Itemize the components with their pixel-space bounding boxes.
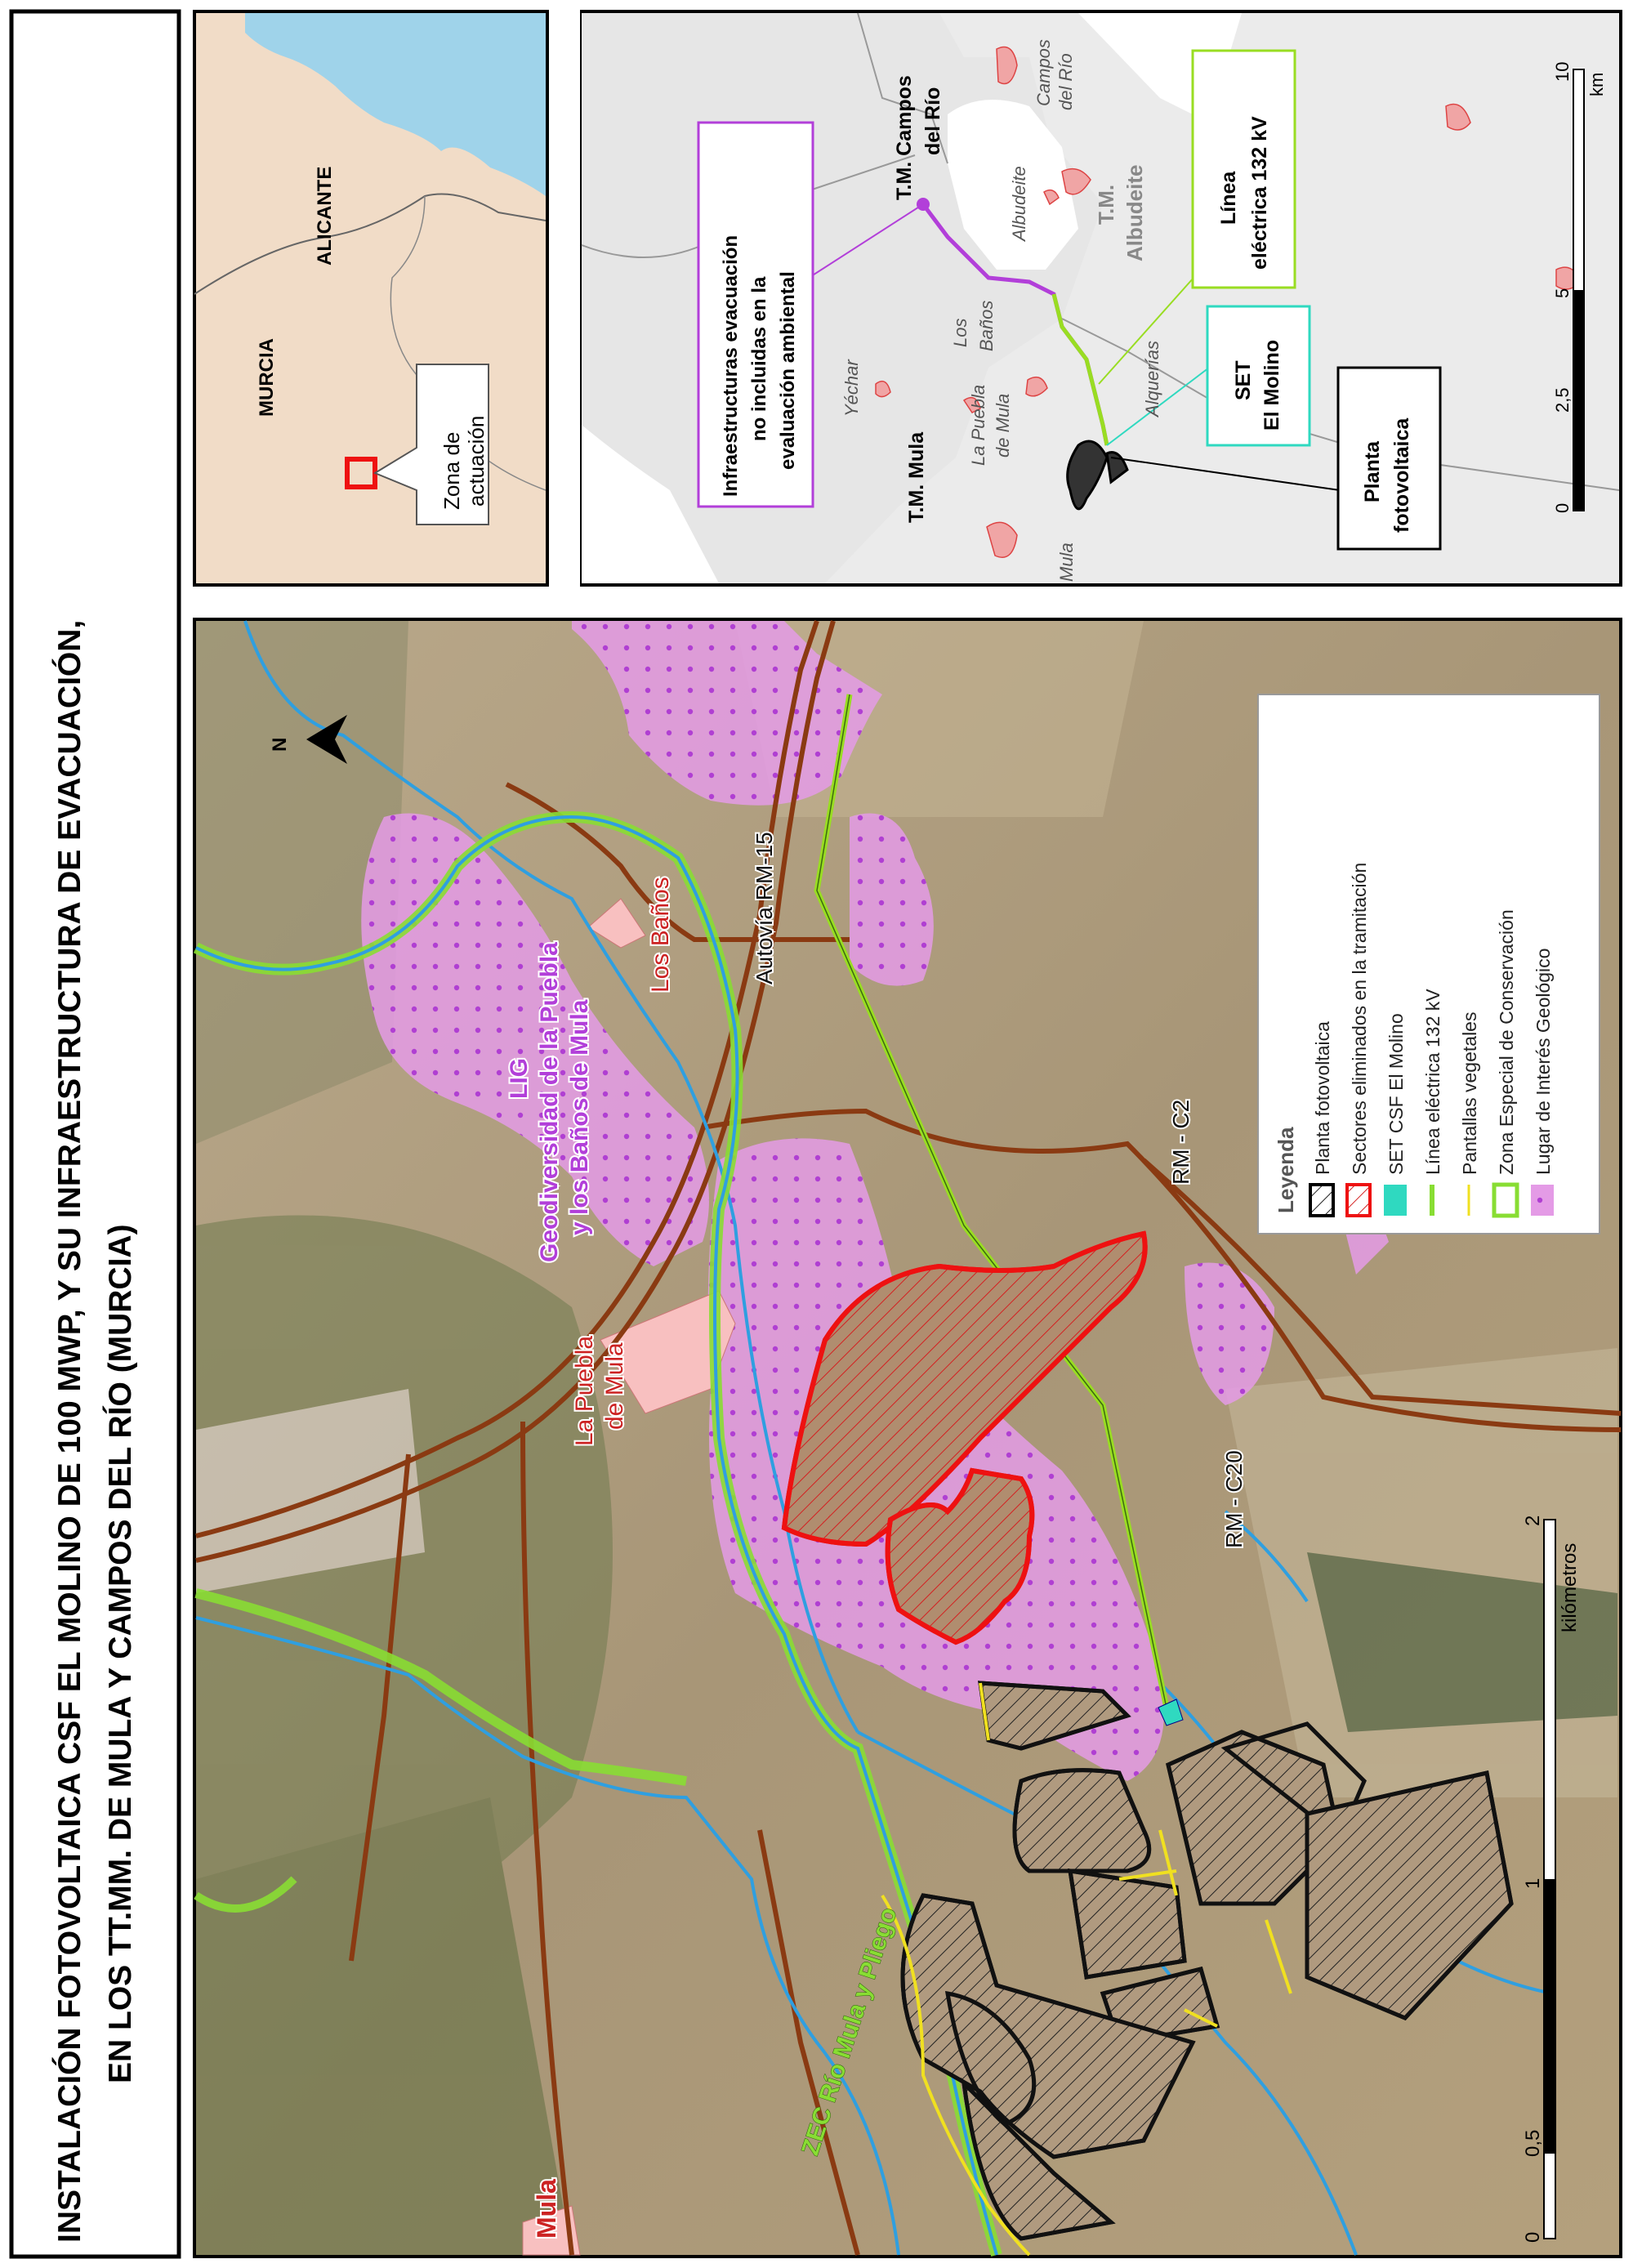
rmc20-label: RM - C20: [1221, 1450, 1247, 1548]
planta-callout: [1338, 368, 1440, 549]
main-map: [194, 619, 1621, 2257]
scale-unit: km: [1586, 72, 1607, 96]
legend-label: Línea eléctrica 132 kV: [1422, 989, 1443, 1175]
los-banos-label: Los Baños: [647, 877, 674, 993]
legend-item: [1384, 1013, 1407, 1216]
linea-text-1: Línea: [1217, 171, 1240, 225]
title-frame: [11, 11, 179, 2257]
scale-2-5: 2,5: [1552, 387, 1573, 413]
legend-title: Leyenda: [1274, 1127, 1298, 1213]
scale-main-05: 0,5: [1522, 2129, 1544, 2157]
linea-callout: [1193, 51, 1295, 288]
legend-item: [1531, 949, 1554, 1216]
set-text-2: El Molino: [1260, 339, 1283, 431]
infra-text-2: no incluidas en la: [748, 276, 770, 441]
town-campos-1: Campos: [1033, 39, 1054, 106]
title-line-1: INSTALACIÓN FOTOVOLTAICA CSF EL MOLINO DE 100 MWP, Y SU INFRAESTRUCTURA DE EVACUACIÓN,: [52, 619, 87, 2243]
town-albudeite: Albudeite: [1009, 166, 1029, 241]
planta-text-1: Planta: [1361, 440, 1384, 502]
lig-label-3: y los Baños de Mula: [566, 999, 593, 1235]
scale-main-1: 1: [1522, 1877, 1544, 1889]
lig-label-2: Geodiversidad de la Puebla: [536, 942, 563, 1262]
tm-mula: T.M. Mula: [905, 431, 928, 523]
legend-item: [1347, 863, 1370, 1216]
town-banos: Baños: [976, 300, 997, 351]
la-puebla-label-2: de Mula: [601, 1342, 628, 1430]
town-los: Los: [950, 318, 970, 347]
region-murcia: MURCIA: [256, 338, 278, 417]
scale-main-unit: kilómetros: [1559, 1543, 1581, 1632]
callout-text-2: actuación: [464, 415, 489, 507]
infra-text-1: Infraestructuras evacuación: [720, 234, 742, 497]
legend-item: [1310, 1021, 1333, 1216]
legend-symbol: [1347, 1185, 1370, 1216]
legend-label: Lugar de Interés Geológico: [1533, 948, 1554, 1175]
legend-symbol: [1310, 1185, 1333, 1216]
autovia-label: Autovía RM-15: [752, 832, 777, 984]
zec-label: ZEC Río Mula y Pliego: [796, 1904, 903, 2159]
scale-main-2: 2: [1522, 1515, 1544, 1526]
la-puebla-label-1: La Puebla: [571, 1335, 598, 1446]
town-yechar: Yéchar: [841, 359, 862, 417]
legend-label: Planta fotovoltaica: [1312, 1021, 1333, 1175]
set-text-1: SET: [1232, 360, 1255, 400]
town-puebla-1: La Puebla: [968, 384, 988, 466]
title-line-2: EN LOS TT.MM. DE MULA Y CAMPOS DEL RÍO (MURCIA): [103, 1224, 138, 2083]
scale-0: 0: [1552, 502, 1573, 513]
scale-10: 10: [1552, 61, 1573, 82]
tm-albudeite-1: T.M.: [1094, 184, 1118, 225]
legend-item: [1494, 909, 1517, 1216]
tm-albudeite-2: Albudeite: [1122, 164, 1147, 261]
callout-text-1: Zona de: [439, 431, 464, 510]
north-label: N: [269, 737, 291, 752]
legend-symbol: [1384, 1185, 1407, 1216]
planta-text-2: fotovoltaica: [1390, 417, 1413, 533]
scale-5: 5: [1552, 288, 1573, 298]
set-callout: [1207, 306, 1310, 445]
legend-label: Zona Especial de Conservación: [1496, 909, 1517, 1175]
infra-text-3: evaluación ambiental: [777, 271, 799, 470]
scale-main-0: 0: [1522, 2231, 1544, 2243]
town-campos-2: del Río: [1055, 53, 1076, 110]
legend-label: Pantallas vegetales: [1459, 1011, 1480, 1175]
region-alicante: ALICANTE: [314, 166, 336, 266]
legend-label: Sectores eliminados en la tramitación: [1349, 862, 1370, 1175]
location-map: [194, 11, 547, 585]
legend: [1258, 694, 1600, 1234]
town-puebla-2: de Mula: [993, 393, 1013, 458]
mula-label: Mula: [532, 2179, 561, 2239]
overview-map: [582, 11, 1621, 585]
linea-text-2: eléctrica 132 kV: [1248, 116, 1271, 270]
rmc2-label: RM - C2: [1168, 1099, 1194, 1185]
tm-campos: T.M. Campos: [893, 75, 916, 200]
tm-campos-2: del Río: [921, 87, 944, 155]
town-alquerias: Alquerías: [1142, 341, 1162, 417]
legend-label: SET CSF El Molino: [1385, 1013, 1407, 1175]
lig-label-1: LIG: [506, 1058, 533, 1099]
town-mula: Mula: [1056, 542, 1077, 582]
